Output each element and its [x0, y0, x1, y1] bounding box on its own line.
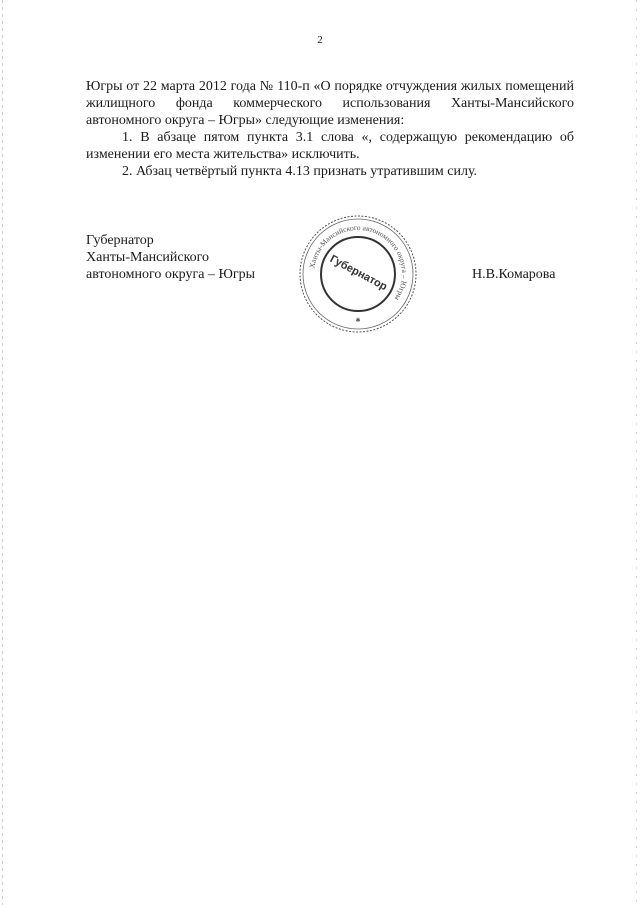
scan-edge-left: [2, 0, 3, 905]
scan-edge-right: [636, 0, 637, 905]
paragraph-item-2: 2. Абзац четвёртый пункта 4.13 признать утратившим силу.: [122, 164, 478, 179]
paragraph-item-1: 1. В абзаце пятом пункта 3.1 слова «, содержащую рекомендацию об изменении его места жительства» исключить.: [86, 130, 574, 162]
seal-ring-textpath: Ханты-Мансийского автономного округа – Югры: [307, 222, 410, 303]
signatory-title-line: автономного округа – Югры: [86, 267, 255, 282]
document-body: [86, 78, 574, 180]
official-seal: [296, 212, 420, 336]
signatory-title-line: Губернатор: [86, 233, 154, 248]
seal-graphic: [296, 212, 420, 336]
paragraph-intro: Югры от 22 марта 2012 года № 110-п «О порядке отчуждения жилых помещений жилищного фонда коммерческого использования Ханты-Мансийского автономного округа – Югры» следующие изменения:: [86, 79, 574, 128]
seal-star-icon: ✱: [355, 317, 361, 324]
seal-center-text: Губернатор: [327, 253, 390, 294]
page-number: 2: [317, 34, 323, 46]
signatory-title-line: Ханты-Мансийского: [86, 250, 210, 265]
signatory-title: [86, 232, 255, 283]
signatory-name: Н.В.Комарова: [472, 267, 556, 282]
